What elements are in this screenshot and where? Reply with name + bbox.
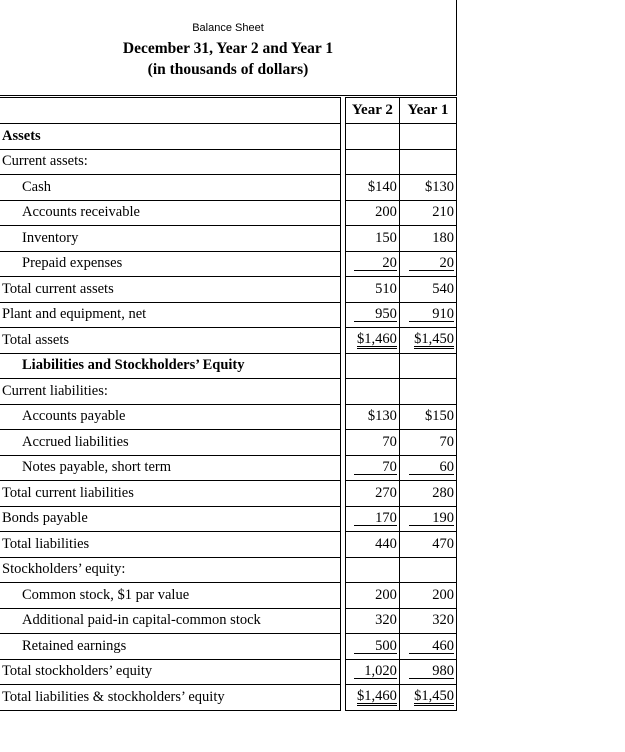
value-year2: [345, 557, 399, 583]
row-label: Total liabilities: [0, 532, 340, 558]
table-row: [0, 226, 457, 252]
row-label: Liabilities and Stockholders’ Equity: [0, 353, 340, 379]
value-year1: 980: [399, 659, 456, 685]
row-label: Inventory: [0, 226, 340, 252]
table-row: [0, 124, 457, 150]
value-year2: 500: [345, 634, 399, 660]
row-label: Total assets: [0, 328, 340, 354]
table-row: [0, 481, 457, 507]
value-year1: [399, 353, 456, 379]
row-label: Current liabilities:: [0, 379, 340, 405]
row-label: Cash: [0, 175, 340, 201]
value-year2: [345, 379, 399, 405]
balance-table: [0, 97, 457, 711]
value-year2: $130: [345, 404, 399, 430]
value-year1: [399, 557, 456, 583]
value-year1: 190: [399, 506, 456, 532]
value-year2: 510: [345, 277, 399, 303]
sheet-kicker: Balance Sheet: [192, 22, 264, 34]
value-year2: 20: [345, 251, 399, 277]
table-row: [0, 251, 457, 277]
value-year2: 70: [345, 430, 399, 456]
table-row: [0, 557, 457, 583]
value-year2: 70: [345, 455, 399, 481]
table-row: [0, 175, 457, 201]
row-label: Common stock, $1 par value: [0, 583, 340, 609]
table-row: [0, 302, 457, 328]
value-year1: 200: [399, 583, 456, 609]
table-row: [0, 455, 457, 481]
value-year1: 60: [399, 455, 456, 481]
value-year1: 910: [399, 302, 456, 328]
table-row: [0, 634, 457, 660]
value-year2: 320: [345, 608, 399, 634]
table-row: [0, 608, 457, 634]
table-row: [0, 200, 457, 226]
column-header-label: [0, 98, 340, 124]
value-year1: 470: [399, 532, 456, 558]
value-year1: 180: [399, 226, 456, 252]
value-year1: [399, 124, 456, 150]
value-year1: 70: [399, 430, 456, 456]
row-label: Additional paid-in capital-common stock: [0, 608, 340, 634]
value-year2: $140: [345, 175, 399, 201]
value-year2: 1,020: [345, 659, 399, 685]
row-label: Plant and equipment, net: [0, 302, 340, 328]
value-year2: 440: [345, 532, 399, 558]
table-row: [0, 379, 457, 405]
row-label: Notes payable, short term: [0, 455, 340, 481]
row-label: Bonds payable: [0, 506, 340, 532]
sheet-header: [0, 0, 457, 96]
row-label: Retained earnings: [0, 634, 340, 660]
table-row: [0, 404, 457, 430]
value-year2: 150: [345, 226, 399, 252]
value-year2: $1,460: [345, 328, 399, 354]
value-year1: [399, 149, 456, 175]
value-year1: 320: [399, 608, 456, 634]
value-year2: 950: [345, 302, 399, 328]
table-row: [0, 149, 457, 175]
value-year2: [345, 124, 399, 150]
row-label: Accrued liabilities: [0, 430, 340, 456]
table-row: [0, 277, 457, 303]
value-year2: 170: [345, 506, 399, 532]
value-year2: 200: [345, 200, 399, 226]
column-header-year1: Year 1: [399, 98, 456, 124]
value-year1: $150: [399, 404, 456, 430]
value-year2: [345, 353, 399, 379]
row-label: Prepaid expenses: [0, 251, 340, 277]
row-label: Total liabilities & stockholders’ equity: [0, 685, 340, 711]
table-row: [0, 685, 457, 711]
value-year2: $1,460: [345, 685, 399, 711]
value-year1: [399, 379, 456, 405]
row-label: Total current liabilities: [0, 481, 340, 507]
value-year1: 460: [399, 634, 456, 660]
table-row: [0, 583, 457, 609]
table-row: [0, 659, 457, 685]
value-year1: 20: [399, 251, 456, 277]
column-header-year2: Year 2: [345, 98, 399, 124]
row-label: Total current assets: [0, 277, 340, 303]
sheet-title-units: (in thousands of dollars): [147, 61, 309, 78]
value-year1: $1,450: [399, 685, 456, 711]
row-label: Accounts receivable: [0, 200, 340, 226]
row-label: Current assets:: [0, 149, 340, 175]
value-year1: 540: [399, 277, 456, 303]
value-year1: $130: [399, 175, 456, 201]
row-label: Accounts payable: [0, 404, 340, 430]
row-label: Stockholders’ equity:: [0, 557, 340, 583]
value-year1: 210: [399, 200, 456, 226]
row-label: Total stockholders’ equity: [0, 659, 340, 685]
table-row: [0, 430, 457, 456]
value-year2: 270: [345, 481, 399, 507]
value-year2: [345, 149, 399, 175]
column-header-row: [0, 98, 457, 124]
table-row: [0, 353, 457, 379]
value-year2: 200: [345, 583, 399, 609]
sheet-title-date: December 31, Year 2 and Year 1: [122, 40, 334, 57]
table-row: [0, 506, 457, 532]
row-label: Assets: [0, 124, 340, 150]
value-year1: $1,450: [399, 328, 456, 354]
table-row: [0, 328, 457, 354]
value-year1: 280: [399, 481, 456, 507]
table-row: [0, 532, 457, 558]
